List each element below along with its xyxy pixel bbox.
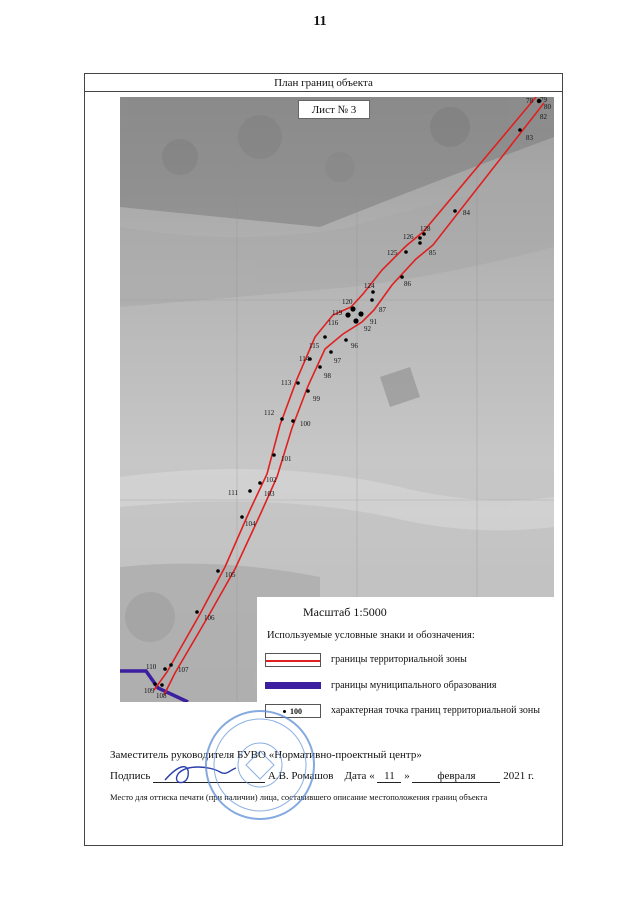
svg-text:101: 101 bbox=[281, 455, 292, 463]
svg-text:102: 102 bbox=[266, 476, 277, 484]
svg-text:116: 116 bbox=[328, 319, 339, 327]
svg-text:83: 83 bbox=[526, 134, 533, 142]
svg-text:107: 107 bbox=[178, 666, 189, 674]
svg-text:115: 115 bbox=[309, 342, 320, 350]
svg-text:106: 106 bbox=[204, 614, 215, 622]
svg-text:82: 82 bbox=[540, 113, 547, 121]
svg-text:125: 125 bbox=[387, 249, 398, 257]
stamp-note: Место для оттиска печати (при наличии) лица, составившего описание местоположения границ объекта bbox=[110, 792, 488, 802]
page-number: 11 bbox=[313, 14, 327, 29]
svg-text:99: 99 bbox=[313, 395, 320, 403]
svg-text:86: 86 bbox=[404, 280, 411, 288]
map-scale: Масштаб 1:5000 bbox=[303, 605, 387, 619]
svg-text:80: 80 bbox=[544, 103, 551, 111]
svg-text:111: 111 bbox=[228, 489, 238, 497]
svg-text:104: 104 bbox=[245, 520, 256, 528]
svg-text:128: 128 bbox=[420, 225, 431, 233]
legend-swatch-zone bbox=[265, 653, 321, 667]
official-stamp bbox=[200, 705, 320, 825]
svg-text:91: 91 bbox=[370, 318, 377, 326]
date-day: 11 bbox=[377, 770, 401, 783]
date-month: февраля bbox=[412, 770, 500, 783]
legend-swatch-municipal bbox=[265, 679, 321, 693]
legend-item-zone-boundary bbox=[265, 653, 550, 669]
date-year: 2021 г. bbox=[503, 770, 534, 782]
sheet-label: Лист № 3 bbox=[298, 100, 370, 119]
svg-text:97: 97 bbox=[334, 357, 341, 365]
legend-label: границы территориальной зоны bbox=[331, 654, 467, 665]
sign-label: Подпись bbox=[110, 770, 151, 782]
svg-text:100: 100 bbox=[300, 420, 311, 428]
svg-text:79: 79 bbox=[540, 97, 547, 104]
svg-text:112: 112 bbox=[264, 409, 275, 417]
svg-text:92: 92 bbox=[364, 325, 371, 333]
date-close: » bbox=[404, 770, 410, 782]
svg-text:78: 78 bbox=[526, 97, 533, 105]
svg-text:120: 120 bbox=[342, 298, 353, 306]
svg-text:98: 98 bbox=[324, 372, 331, 380]
legend-item-municipal-boundary bbox=[265, 679, 550, 695]
position-line: Заместитель руководителя БУВО «Нормативно-проектный центр» bbox=[110, 749, 422, 761]
legend-label: характерная точка границ территориальной зоны bbox=[331, 705, 540, 716]
svg-text:113: 113 bbox=[281, 379, 292, 387]
signer-name: А.В. Ромашов bbox=[267, 770, 334, 782]
svg-text:105: 105 bbox=[225, 571, 236, 579]
legend-title: Используемые условные знаки и обозначения: bbox=[267, 630, 475, 641]
date-label: Дата « bbox=[344, 770, 375, 782]
svg-text:108: 108 bbox=[156, 692, 167, 700]
svg-text:126: 126 bbox=[403, 233, 414, 241]
legend-label: границы муниципального образования bbox=[331, 680, 497, 691]
svg-text:85: 85 bbox=[429, 249, 436, 257]
svg-text:109: 109 bbox=[144, 687, 155, 695]
svg-text:124: 124 bbox=[364, 282, 375, 290]
legend-point-sample: 100 bbox=[290, 707, 302, 716]
svg-text:110: 110 bbox=[146, 663, 157, 671]
svg-text:96: 96 bbox=[351, 342, 358, 350]
svg-text:84: 84 bbox=[463, 209, 470, 217]
svg-text:114: 114 bbox=[299, 355, 310, 363]
svg-text:119: 119 bbox=[332, 309, 343, 317]
plan-title: План границ объекта bbox=[85, 74, 562, 92]
svg-text:87: 87 bbox=[379, 306, 386, 314]
svg-text:103: 103 bbox=[264, 490, 275, 498]
